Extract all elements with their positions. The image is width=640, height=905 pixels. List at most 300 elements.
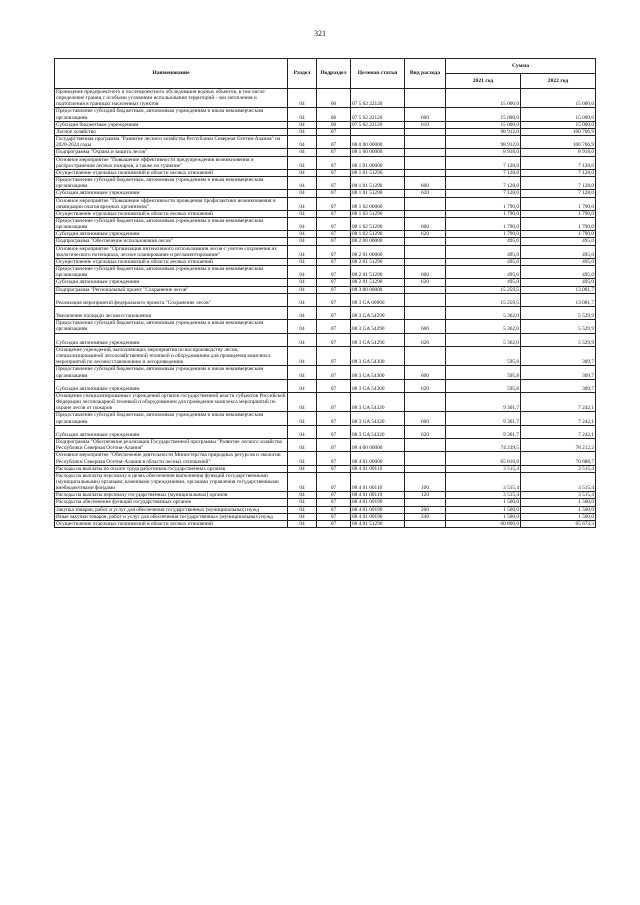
- table-row: [55, 149, 596, 156]
- cell-sum-2021: 15 000,0: [446, 108, 521, 121]
- cell-sum-2022: 15 000,0: [521, 121, 596, 128]
- cell-section: 04: [288, 149, 317, 156]
- cell-sum-2021: 7 128,0: [446, 156, 521, 169]
- cell-name: Субсидии автономным учреждениям: [55, 379, 288, 392]
- table-row: [55, 320, 596, 333]
- page-number: 321: [314, 29, 326, 38]
- cell-sum-2021: 1 790,0: [446, 217, 521, 230]
- cell-target: 08 4 01 51290: [351, 520, 405, 527]
- cell-sum-2021: 7 128,0: [446, 190, 521, 197]
- cell-target: 08 3 GA 54300: [351, 346, 405, 365]
- cell-expense: 620: [405, 231, 446, 238]
- cell-subsection: 07: [317, 499, 351, 506]
- cell-sum-2022: 1 790,0: [521, 197, 596, 210]
- cell-target: 08 4 01 00190: [351, 513, 405, 520]
- cell-sum-2022: 7 242,1: [521, 412, 596, 425]
- cell-expense: [405, 392, 446, 411]
- cell-section: 04: [288, 89, 317, 108]
- cell-subsection: 07: [317, 286, 351, 293]
- header-name: Наименование: [55, 59, 288, 89]
- table-row: [55, 279, 596, 286]
- cell-section: 04: [288, 136, 317, 149]
- cell-name: Субсидии автономным учреждениям: [55, 279, 288, 286]
- cell-sum-2022: 100 706,9: [521, 128, 596, 135]
- cell-subsection: 07: [317, 177, 351, 190]
- table-row: [55, 210, 596, 217]
- cell-target: 08 4 01 00110: [351, 472, 405, 491]
- cell-name: Иные закупки товаров, работ и услуг для обеспечения государственных (муниципальных) нужд: [55, 513, 288, 520]
- cell-sum-2021: 3 515,4: [446, 472, 521, 491]
- cell-sum-2021: 15 259,5: [446, 293, 521, 306]
- cell-target: 08 3 GA 54320: [351, 392, 405, 411]
- table-row: [55, 439, 596, 452]
- cell-sum-2021: 8 918,0: [446, 149, 521, 156]
- cell-section: 04: [288, 379, 317, 392]
- table-row: [55, 392, 596, 411]
- cell-name: Предоставление субсидий бюджетным, автономным учреждениям и иным некоммерческим организациям: [55, 177, 288, 190]
- table-row: [55, 177, 596, 190]
- cell-sum-2022: 7 128,0: [521, 156, 596, 169]
- cell-subsection: 07: [317, 452, 351, 465]
- cell-expense: 620: [405, 379, 446, 392]
- cell-target: 08 3 GA 54320: [351, 412, 405, 425]
- cell-subsection: 07: [317, 136, 351, 149]
- cell-subsection: 07: [317, 320, 351, 333]
- cell-name: Предоставление субсидий бюджетным, автономным учреждениям и иным некоммерческим организациям: [55, 217, 288, 230]
- cell-section: 04: [288, 472, 317, 491]
- table-row: [55, 333, 596, 346]
- header-2021: 2021 год: [446, 74, 521, 89]
- cell-subsection: 07: [317, 513, 351, 520]
- cell-target: 08 1 01 51290: [351, 169, 405, 176]
- cell-sum-2021: 1 500,0: [446, 506, 521, 513]
- cell-name: Предоставление субсидий бюджетным, автономным учреждениям и иным некоммерческим организациям: [55, 366, 288, 379]
- cell-sum-2021: 9 301,7: [446, 412, 521, 425]
- header-section: Раздел: [288, 59, 317, 89]
- cell-name: Субсидии автономным учреждениям: [55, 425, 288, 438]
- table-row: [55, 169, 596, 176]
- cell-name: Предоставление субсидий бюджетным, автономным учреждениям и иным некоммерческим организациям: [55, 412, 288, 425]
- cell-expense: [405, 258, 446, 265]
- table-row: [55, 231, 596, 238]
- table-row: [55, 472, 596, 491]
- cell-expense: [405, 465, 446, 472]
- cell-subsection: 07: [317, 306, 351, 319]
- cell-subsection: 07: [317, 293, 351, 306]
- cell-subsection: 07: [317, 245, 351, 258]
- table-row: [55, 379, 596, 392]
- cell-sum-2021: 7 128,0: [446, 169, 521, 176]
- cell-subsection: 07: [317, 169, 351, 176]
- cell-section: 04: [288, 108, 317, 121]
- cell-name: Расходы на выплаты персоналу в целях обеспечения выполнения функций государственными (муниципальными) органами, казенными учреждениями, органами управления государственными внебюджетными фондами: [55, 472, 288, 491]
- cell-sum-2022: 13 081,7: [521, 286, 596, 293]
- cell-name: Осуществление отдельных полномочий в области лесных отношений: [55, 210, 288, 217]
- cell-sum-2022: 70 688,7: [521, 452, 596, 465]
- cell-sum-2022: 5 529,9: [521, 333, 596, 346]
- table-row: [55, 293, 596, 306]
- cell-section: 04: [288, 258, 317, 265]
- cell-section: 04: [288, 465, 317, 472]
- cell-name: Осуществление отдельных полномочий в области лесных отношений: [55, 258, 288, 265]
- cell-subsection: 07: [317, 279, 351, 286]
- cell-section: 04: [288, 128, 317, 135]
- cell-sum-2022: 1 500,0: [521, 513, 596, 520]
- cell-section: 04: [288, 238, 317, 245]
- cell-sum-2022: 1 790,0: [521, 231, 596, 238]
- cell-sum-2021: 74 239,5: [446, 439, 521, 452]
- cell-target: 08 4 00 00000: [351, 439, 405, 452]
- cell-expense: 120: [405, 492, 446, 499]
- budget-table: [54, 58, 596, 528]
- cell-subsection: 07: [317, 197, 351, 210]
- cell-expense: 200: [405, 506, 446, 513]
- cell-expense: 600: [405, 217, 446, 230]
- cell-section: 04: [288, 333, 317, 346]
- cell-name: Основное мероприятие "Повышение эффективности предупреждения возникновения и распространения лесных пожаров, а также их тушение": [55, 156, 288, 169]
- cell-sum-2021: 9 301,7: [446, 392, 521, 411]
- cell-name: Осуществление отдельных полномочий в области лесных отношений: [55, 520, 288, 527]
- cell-sum-2022: 15 000,0: [521, 89, 596, 108]
- header-2022: 2022 год: [521, 74, 596, 89]
- table-row: [55, 506, 596, 513]
- cell-sum-2022: 7 242,1: [521, 392, 596, 411]
- table-row: [55, 266, 596, 279]
- cell-sum-2022: 7 128,0: [521, 169, 596, 176]
- cell-subsection: 07: [317, 217, 351, 230]
- cell-name: Подпрограмма "Обеспечение использования лесов": [55, 238, 288, 245]
- cell-name: Субсидии автономным учреждениям: [55, 231, 288, 238]
- cell-section: 04: [288, 425, 317, 438]
- cell-name: Проведение предпроектного и послепроектного обследования водных объектов, в том числе определение границ с особыми условиями использования территорий - зон затопления и подтопления в границах населенных пунктов: [55, 89, 288, 108]
- cell-section: 04: [288, 279, 317, 286]
- cell-section: 04: [288, 197, 317, 210]
- cell-sum-2021: 495,0: [446, 279, 521, 286]
- table-row: [55, 306, 596, 319]
- cell-section: 04: [288, 156, 317, 169]
- cell-expense: [405, 286, 446, 293]
- cell-section: 04: [288, 266, 317, 279]
- cell-section: 04: [288, 506, 317, 513]
- header-subsection: Подраздел: [317, 59, 351, 89]
- cell-sum-2021: 595,8: [446, 379, 521, 392]
- cell-expense: [405, 89, 446, 108]
- table-row: [55, 492, 596, 499]
- cell-sum-2021: 1 790,0: [446, 210, 521, 217]
- cell-subsection: 07: [317, 392, 351, 411]
- cell-section: 04: [288, 190, 317, 197]
- cell-target: 08 3 GA 00000: [351, 293, 405, 306]
- cell-section: 04: [288, 231, 317, 238]
- table-row: [55, 425, 596, 438]
- table-row: [55, 197, 596, 210]
- cell-section: 04: [288, 499, 317, 506]
- table-row: [55, 108, 596, 121]
- cell-expense: [405, 128, 446, 135]
- cell-name: Расходы на обеспечение функций государственных органов: [55, 499, 288, 506]
- cell-name: Оснащение специализированных учреждений органов государственной власти субъектов Российской Федерации лесопожарной техникой и оборудованием для проведения комплекса мероприятий по охране лесов от пожаров: [56, 392, 286, 412]
- cell-sum-2022: 495,0: [521, 266, 596, 279]
- cell-subsection: 06: [317, 121, 351, 128]
- cell-subsection: 07: [317, 412, 351, 425]
- cell-name: Основное мероприятие "Повышение эффективности проведения профилактики возникновения и ликвидации очагов вредных организмов": [55, 197, 288, 210]
- cell-sum-2021: 595,8: [446, 366, 521, 379]
- cell-name: Основное мероприятие "Организация интенсивного использования лесов с учетом сохранения их экологического потенциала, лесное планирование и регламентирование": [55, 245, 288, 258]
- cell-sum-2021: 1 500,0: [446, 513, 521, 520]
- cell-target: 07 5 02 22120: [351, 89, 405, 108]
- cell-sum-2021: 65 816,0: [446, 452, 521, 465]
- table-row: [55, 128, 596, 135]
- cell-target: 08 4 01 00000: [351, 452, 405, 465]
- cell-subsection: 07: [317, 465, 351, 472]
- cell-name: Государственная программа "Развитие лесного хозяйства Республики Северная Осетия-Алания" на 2020-2024 годы: [55, 136, 288, 149]
- cell-subsection: 07: [317, 520, 351, 527]
- table-row: [55, 258, 596, 265]
- cell-name: Подпрограмма "Региональный проект "Сохранение лесов": [55, 286, 288, 293]
- cell-expense: 620: [405, 279, 446, 286]
- cell-sum-2022: 100 706,9: [521, 136, 596, 149]
- cell-sum-2022: 13 081,7: [521, 293, 596, 306]
- table-body: [55, 89, 596, 528]
- cell-expense: [405, 238, 446, 245]
- cell-sum-2022: 3 515,4: [521, 492, 596, 499]
- table-row: [55, 190, 596, 197]
- cell-section: 04: [288, 169, 317, 176]
- cell-subsection: 07: [317, 210, 351, 217]
- cell-expense: [405, 136, 446, 149]
- cell-sum-2021: 15 000,0: [446, 121, 521, 128]
- cell-expense: 620: [405, 333, 446, 346]
- cell-subsection: 07: [317, 156, 351, 169]
- cell-target: 08 0 00 00000: [351, 136, 405, 149]
- table-row: [55, 245, 596, 258]
- cell-sum-2021: 5 362,0: [446, 306, 521, 319]
- cell-expense: 600: [405, 177, 446, 190]
- cell-target: 07 5 02 22120: [351, 121, 405, 128]
- cell-name: Осуществление отдельных полномочий в области лесных отношений: [55, 169, 288, 176]
- cell-name: Субсидии бюджетным учреждениям: [55, 121, 288, 128]
- cell-target: 08 1 01 51290: [351, 190, 405, 197]
- cell-expense: [405, 346, 446, 365]
- table-row: [55, 286, 596, 293]
- cell-name: Предоставление субсидий бюджетным, автономным учреждениям и иным некоммерческим организациям: [55, 320, 288, 333]
- cell-sum-2021: 495,0: [446, 266, 521, 279]
- cell-subsection: 07: [317, 266, 351, 279]
- cell-section: 04: [288, 520, 317, 527]
- table-row: [55, 412, 596, 425]
- cell-name: Основное мероприятие "Обеспечение деятельности Министерства природных ресурсов и экологии Республики Северная Осетия-Алания в области лесных отношений": [55, 452, 288, 465]
- table-row: [55, 121, 596, 128]
- cell-sum-2021: 15 000,0: [446, 89, 521, 108]
- cell-sum-2021: 98 912,0: [446, 136, 521, 149]
- cell-sum-2022: 7 128,0: [521, 190, 596, 197]
- cell-expense: 600: [405, 412, 446, 425]
- cell-sum-2021: 495,0: [446, 258, 521, 265]
- cell-sum-2021: 495,0: [446, 238, 521, 245]
- cell-sum-2022: 495,0: [521, 258, 596, 265]
- table-row: [55, 452, 596, 465]
- cell-sum-2022: 65 673,3: [521, 520, 596, 527]
- header-expense: Вид расхода: [405, 59, 446, 89]
- cell-sum-2022: 309,7: [521, 366, 596, 379]
- cell-target: 08 1 02 51290: [351, 231, 405, 238]
- cell-target: 08 1 01 00000: [351, 156, 405, 169]
- cell-expense: [405, 439, 446, 452]
- table-row: [55, 513, 596, 520]
- cell-section: 04: [288, 293, 317, 306]
- cell-expense: [405, 520, 446, 527]
- cell-name: Увеличение площади лесовосстановления: [55, 306, 288, 319]
- cell-subsection: 07: [317, 149, 351, 156]
- cell-sum-2022: 8 918,0: [521, 149, 596, 156]
- table-row: [55, 136, 596, 149]
- cell-target: 08 3 GA 54320: [351, 425, 405, 438]
- cell-sum-2022: 7 128,0: [521, 177, 596, 190]
- cell-subsection: 06: [317, 108, 351, 121]
- cell-sum-2021: 1 790,0: [446, 231, 521, 238]
- cell-target: 08 1 02 00000: [351, 197, 405, 210]
- cell-subsection: 07: [317, 333, 351, 346]
- cell-name: Субсидии автономным учреждениям: [55, 190, 288, 197]
- cell-expense: 600: [405, 108, 446, 121]
- cell-expense: [405, 210, 446, 217]
- cell-target: 08 3 GA 54300: [351, 379, 405, 392]
- cell-sum-2022: 1 500,0: [521, 506, 596, 513]
- cell-sum-2021: 495,0: [446, 245, 521, 258]
- table-row: [55, 89, 596, 108]
- table-row: [55, 366, 596, 379]
- cell-sum-2021: 1 790,0: [446, 197, 521, 210]
- cell-expense: 620: [405, 425, 446, 438]
- cell-section: 04: [288, 320, 317, 333]
- cell-sum-2021: 3 515,4: [446, 465, 521, 472]
- cell-target: [351, 128, 405, 135]
- header-target: Целевая статья: [351, 59, 405, 89]
- cell-sum-2022: 5 529,9: [521, 306, 596, 319]
- table-row: [55, 465, 596, 472]
- cell-subsection: 06: [317, 89, 351, 108]
- cell-target: 08 2 01 51290: [351, 266, 405, 279]
- cell-sum-2021: 15 259,5: [446, 286, 521, 293]
- cell-sum-2022: 15 000,0: [521, 108, 596, 121]
- cell-subsection: 07: [317, 238, 351, 245]
- table-row: [55, 520, 596, 527]
- cell-section: 04: [288, 306, 317, 319]
- cell-expense: 600: [405, 266, 446, 279]
- cell-section: 04: [288, 121, 317, 128]
- cell-sum-2021: 595,8: [446, 346, 521, 365]
- cell-sum-2022: 495,0: [521, 238, 596, 245]
- cell-expense: 600: [405, 366, 446, 379]
- cell-section: 04: [288, 346, 317, 365]
- cell-section: 04: [288, 412, 317, 425]
- cell-target: 07 5 02 22120: [351, 108, 405, 121]
- cell-subsection: 07: [317, 379, 351, 392]
- cell-subsection: 07: [317, 439, 351, 452]
- cell-sum-2022: 1 500,0: [521, 499, 596, 506]
- cell-name: Закупка товаров, работ и услуг для обеспечения государственных (муниципальных) нужд: [55, 506, 288, 513]
- cell-sum-2021: 1 500,0: [446, 499, 521, 506]
- cell-subsection: 07: [317, 231, 351, 238]
- cell-subsection: 07: [317, 492, 351, 499]
- cell-target: 08 1 01 51290: [351, 177, 405, 190]
- cell-target: 08 3 GA 54290: [351, 333, 405, 346]
- cell-subsection: 07: [317, 425, 351, 438]
- cell-section: 04: [288, 492, 317, 499]
- cell-expense: [405, 156, 446, 169]
- cell-expense: [405, 197, 446, 210]
- cell-sum-2021: 5 362,0: [446, 333, 521, 346]
- cell-expense: 600: [405, 320, 446, 333]
- cell-expense: [405, 293, 446, 306]
- cell-sum-2021: 60 800,6: [446, 520, 521, 527]
- cell-section: 04: [288, 392, 317, 411]
- table-row: [55, 499, 596, 506]
- cell-sum-2021: 98 912,0: [446, 128, 521, 135]
- cell-sum-2022: 3 515,4: [521, 472, 596, 491]
- cell-sum-2021: 5 362,0: [446, 320, 521, 333]
- cell-section: 04: [288, 177, 317, 190]
- cell-expense: [405, 149, 446, 156]
- cell-target: 08 1 02 51290: [351, 217, 405, 230]
- cell-section: 04: [288, 366, 317, 379]
- cell-target: 08 1 00 00000: [351, 149, 405, 156]
- cell-expense: [405, 169, 446, 176]
- cell-section: 04: [288, 513, 317, 520]
- table-row: [55, 156, 596, 169]
- cell-name: Оснащение учреждений, выполняющих мероприятия по воспроизводству лесов, специализированной лесохозяйственной техникой и оборудованием для проведения комплекса мероприятий по лесовосстановлению и лесоразведению: [55, 346, 288, 365]
- cell-target: 08 2 01 00000: [351, 245, 405, 258]
- cell-expense: 610: [405, 121, 446, 128]
- cell-sum-2022: 7 242,1: [521, 425, 596, 438]
- cell-subsection: 07: [317, 346, 351, 365]
- cell-subsection: 07: [317, 366, 351, 379]
- cell-name: Реализация мероприятий федерального проекта "Сохранение лесов": [55, 293, 288, 306]
- cell-name: Расходы на выплаты по оплате труда работников государственных органов: [55, 465, 288, 472]
- cell-sum-2022: 309,7: [521, 346, 596, 365]
- cell-sum-2021: 9 301,7: [446, 425, 521, 438]
- cell-target: 08 4 01 00110: [351, 492, 405, 499]
- cell-expense: 100: [405, 472, 446, 491]
- cell-expense: 240: [405, 513, 446, 520]
- cell-sum-2022: 5 529,9: [521, 320, 596, 333]
- cell-section: 04: [288, 210, 317, 217]
- cell-subsection: 07: [317, 258, 351, 265]
- cell-sum-2022: 1 790,0: [521, 217, 596, 230]
- cell-target: 08 3 GA 54300: [351, 366, 405, 379]
- cell-subsection: 07: [317, 506, 351, 513]
- cell-name: Подпрограмма "Охрана и защита лесов": [55, 149, 288, 156]
- cell-expense: [405, 499, 446, 506]
- cell-section: 04: [288, 217, 317, 230]
- cell-name: Лесное хозяйство: [55, 128, 288, 135]
- cell-sum-2022: 495,0: [521, 279, 596, 286]
- cell-target: 08 2 01 51290: [351, 258, 405, 265]
- cell-sum-2022: 1 790,0: [521, 210, 596, 217]
- cell-target: 08 1 02 51290: [351, 210, 405, 217]
- cell-sum-2021: 3 515,4: [446, 492, 521, 499]
- cell-sum-2022: 495,0: [521, 245, 596, 258]
- cell-sum-2022: 3 515,4: [521, 465, 596, 472]
- table-row: [55, 346, 596, 365]
- table-row: [55, 238, 596, 245]
- cell-sum-2022: 78 212,2: [521, 439, 596, 452]
- cell-target: 08 4 01 00110: [351, 465, 405, 472]
- cell-target: 08 3 00 00000: [351, 286, 405, 293]
- cell-section: 04: [288, 452, 317, 465]
- cell-expense: [405, 306, 446, 319]
- cell-name: Предоставление субсидий бюджетным, автономным учреждениям и иным некоммерческим организациям: [55, 266, 288, 279]
